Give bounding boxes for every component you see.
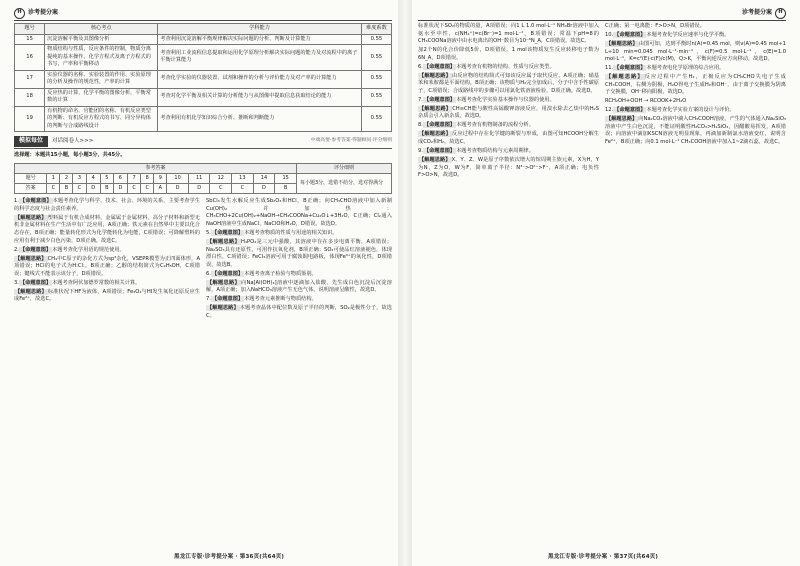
paragraph	[14, 256, 200, 279]
paragraph-text: H₃PO₄是三元中强酸，其溶液中存在多步电离平衡，A项错误；Na₂SO₃具有还原性，可用作抗氧化剂，B项正确；SO₂可使品红溶液褪色，体现漂白性，C项错误；FeCl₃溶液可用于腐蚀铜电路板，体现Fe³⁺的氧化性，D项错误。故选B。	[206, 239, 392, 268]
banner-title: 模拟每位	[14, 136, 48, 147]
answer-number: 4	[86, 173, 100, 183]
paragraph	[206, 239, 392, 269]
logo-icon: H	[775, 8, 786, 19]
table-cell: 反应热的计算，化学平衡的图像分析，平衡常数的计算	[45, 88, 158, 106]
table-row	[15, 70, 392, 88]
question-number: 6.	[418, 63, 423, 70]
section-tag: 【命题意图】	[423, 96, 456, 103]
answer-number: 15	[275, 173, 297, 183]
section-tag: 【命题意图】	[19, 198, 52, 205]
table-cell: 0.55	[361, 70, 391, 88]
paragraph	[605, 107, 786, 115]
answer-value: B	[275, 184, 297, 194]
section-tag: 【解题思路】	[419, 105, 452, 112]
paragraph-text: 本题考查有机物的结构、性质与反应类型。	[456, 63, 555, 70]
question-number: 12.	[605, 107, 614, 114]
answer-value: C	[47, 184, 60, 194]
section-tag: 【解题思路】	[15, 214, 47, 221]
section-tag: 【命题意图】	[423, 122, 456, 129]
answer-value: C	[141, 184, 154, 194]
answer-number: 13	[232, 173, 254, 183]
paragraph	[605, 116, 786, 146]
table-cell: 实验仪器的名称、实验装置的作用、实验原理的分析及操作的规范性，产率的计算	[45, 70, 158, 88]
question-number: 2.	[14, 246, 19, 253]
question-number: 7.	[418, 96, 423, 103]
table-cell: 考查利用有机化学知识综合分析、推断和判断能力	[158, 106, 362, 132]
paragraph-text: 本题考查化学用语的规范使用。	[52, 246, 125, 253]
table-cell: 16	[15, 45, 45, 71]
answer-value: D	[167, 184, 189, 194]
paragraph-text: 反应过程中产生H₂，正极反应为CH₃CHO失电子生成CH₃COOH，右侧为阴极，H₂O得电子生成H₂和OH⁻，由于离子交换膜为阴离子交换膜，OH⁻移向阳极，故选D。	[605, 74, 786, 96]
answer-value: C	[73, 184, 86, 194]
answer-number: 2	[60, 173, 73, 183]
paragraph	[14, 280, 200, 288]
answer-value: D	[253, 184, 275, 194]
table-cell: 0.55	[361, 106, 391, 132]
section-tag: 【解题思路】	[15, 255, 47, 262]
table-cell: 考查利用工业流程信息提取和运用化学原理分析解决实际问题的能力及对流程中的离子平衡计算能力	[158, 45, 362, 71]
paragraph-text: 本题考查有机物制备的流程分析。	[456, 122, 534, 129]
question-number: 1.	[14, 198, 19, 205]
label-a: 答案	[15, 184, 47, 194]
table-row	[15, 34, 392, 45]
right-page	[418, 6, 786, 560]
paragraph: 标准状况下SO₂的物质的量，A项错误；向1 L 1.0 mol·L⁻¹ NH₄Br溶液中加入氨水至中性，c(NH₄⁺)=c(Br⁻)=1 mol·L⁻¹，B项错误；常温下pH=8的CH₃COONa溶液中由水电离出的OH⁻数目为10⁻⁶N_A，C项错误。故选C。	[418, 23, 599, 45]
answer-value: D	[188, 184, 210, 194]
table-cell: 0.55	[361, 34, 391, 45]
table-cell: 15	[15, 34, 45, 45]
table-cell: 沉淀溶解平衡及其图像分析	[45, 34, 158, 45]
left-page	[14, 6, 392, 560]
table-cell: 考查利用沉淀溶解平衡规律解决实际问题的分析、判断及计算能力	[158, 34, 362, 45]
paragraph	[14, 289, 200, 304]
paragraph-text: 塑料属于有机合成材料，金属属于金属材料，高分子材料和新型无机非金属材料在生产生活中有广泛应用，A项正确；铁元素在自然界中主要以化合态存在，B项正确；能量转化形式为化学能转化为电能，C项错误；可降解塑料的应用有利于减少白色污染，D项正确。故选C。	[14, 214, 200, 244]
section-tag: 【解题思路】	[207, 279, 240, 286]
table-header: 难度系数	[361, 24, 391, 35]
answer-number: 3	[73, 173, 86, 183]
answer-value: B	[60, 184, 73, 194]
table-cell: 考查化学实验的仪器装置、试剂和操作的分析与评价能力及对产率的计算能力	[158, 70, 362, 88]
paragraph-text: 本题考查阿伏加德罗常数的相关计算。	[52, 279, 141, 286]
paragraph	[605, 74, 786, 97]
right-footer: 黑龙江专版·诊考提分案 · 第37页(共64页)	[548, 554, 659, 561]
paragraph	[418, 131, 599, 146]
paragraph	[14, 247, 200, 255]
answer-number: 5	[100, 173, 113, 183]
section-tag: 【解题思路】	[419, 157, 451, 163]
paragraph-text: 本题考查化学实验基本操作与仪器的使用。	[456, 96, 555, 103]
right-header	[418, 6, 786, 20]
paragraph-text: 由反应物的结构简式可知该反应属于取代反应，A项正确；硝基苯和苯胺都是平面结构，B项正确；该物质与H₂完全加成后，分子中含手性碳原子，C项错误；合成路线中的步骤可以用氯化铁溶液检验，D项正确。故选D。	[418, 72, 599, 94]
right-column-1	[418, 23, 599, 181]
mock-banner	[14, 136, 392, 149]
paragraph	[206, 271, 392, 279]
paragraph: SbCl₃发生水解反应生成Sb₂O₃和HCl，B正确；向CH₃CHO溶液中加入新制Cu(OH)₂并加热：CH₃CHO+2Cu(OH)₂+NaOH→CH₃COONa+Cu₂O↓+3H₂O，C正确；Cl₂通入NaOH溶液中生成NaCl、NaClO和H₂O，D错误。故选D。	[206, 198, 392, 227]
answer-number: 1	[47, 173, 60, 183]
paragraph-text: X、Y、Z、W是原子序数依次增大的短周期主族元素，X为H，Y为N，Z为O，W为F，简单离子半径：N³⁻>O²⁻>F⁻，A项正确；电负性F>O>N，故选D。	[418, 157, 599, 179]
paragraph	[418, 73, 599, 96]
paragraph-text: 本题考查物质的性质与用途的相关知识。	[244, 229, 338, 236]
paragraph	[605, 32, 786, 40]
section-tag: 【命题意图】	[614, 32, 646, 39]
paragraph-text: CH₄中C原子的杂化方式为sp³杂化，VSEPR模型为正四面体形，A项错误；HCl的电子式为H:Cl:，B项正确；乙醇的结构简式为C₂H₅OH，C项错误；键线式不能表示该分子，D项错误。	[14, 255, 200, 277]
right-header-title: 诊考提分案	[741, 8, 772, 16]
paragraph	[418, 106, 599, 121]
paragraph: RCH₂OH+OOH → RCOOK+2H₂O	[605, 98, 687, 105]
section-tag: 【解题思路】	[207, 239, 240, 245]
question-number: 6.	[206, 270, 211, 277]
paragraph-text: 向Na₂CO₃溶液中滴入CH₃COOH溶液，产生的气体通入Na₂SiO₃溶液中产生白色沉淀，不能证明酸性H₂CO₃>H₂SiO₃，因醋酸易挥发，A项错误；向溶液中滴加KSCN溶液无明显现象，再滴加新制氯水溶液变红，说明含Fe²⁺，B项正确；向0.1 mol·L⁻¹ CH₃COOH溶液中加入1~2滴石蕊，故选C。	[605, 116, 786, 145]
rule-text: 每小题3分，选错不给分，选对得满分	[297, 173, 392, 194]
paragraph	[206, 296, 392, 304]
paragraph	[605, 41, 786, 64]
table-cell: 0.55	[361, 88, 391, 106]
question-number: 11.	[605, 65, 614, 72]
rule-heading: 评分细则	[297, 163, 392, 173]
paragraph-text: 本题考查离子检验与物质鉴别。	[244, 270, 317, 277]
section-tag: 【解题思路】	[419, 131, 451, 138]
question-number: 3.	[14, 279, 19, 286]
banner-points: 中端高要·参考答案·得题顾问·评分细则	[310, 138, 392, 144]
table-cell: 有机物的命名、官能团的名称、有机反应类型的判断、有机反应方程式的书写、同分异构体的判断与合成路线设计	[45, 106, 158, 132]
left-header	[14, 6, 392, 20]
table-row	[15, 45, 392, 71]
table-cell: 18	[15, 88, 45, 106]
paragraph-text: 本题考查物质结构与元素周期律。	[456, 147, 534, 154]
answer-number: 12	[210, 173, 232, 183]
table-cell: 物质结构与性质，反应条件的控制，物质分离提纯的基本操作，化学方程式及离子方程式的书写，产率和平衡移动	[45, 45, 158, 71]
question-number: 10.	[605, 32, 614, 39]
right-column-2	[605, 23, 786, 181]
section-tag: 【命题意图】	[614, 107, 646, 114]
paragraph: 加2个N的化合价降低5价，D项错误。1 mol该物质发生反应转移电子数为6N_A，D项错误。	[418, 47, 599, 61]
section-tag: 【命题意图】	[423, 63, 456, 70]
paragraph-text: 本题考查化学实验方案的设计与评价。	[646, 107, 735, 114]
paragraph-text: CH≡CH能与酸性高锰酸钾溶液反应，用溴水除去乙炔中的H₂S杂质会引入新杂质，故选D。	[418, 105, 599, 120]
answer-number: 9	[154, 173, 167, 183]
answer-number: 10	[167, 173, 189, 183]
table-cell: 19	[15, 106, 45, 132]
section-tag: 【命题意图】	[19, 246, 52, 253]
paragraph-text: 本题考查化学与科学、技术、社会、环境的关系，主要考查学生的科学态度与社会责任素养。	[14, 198, 200, 212]
paragraph	[605, 65, 786, 73]
answer-value: B	[100, 184, 113, 194]
label-q: 题号	[15, 173, 47, 183]
answer-value: D	[113, 184, 127, 194]
table-header: 学科能力	[158, 24, 362, 35]
knowledge-table	[14, 23, 392, 132]
left-column-1	[14, 198, 200, 321]
table-header: 核心考点	[45, 24, 158, 35]
paragraph: C正确；第一电离能：F>O>N，D项错误。	[605, 23, 705, 29]
paragraph	[206, 230, 392, 238]
answer-value: C	[210, 184, 232, 194]
left-footer: 黑龙江专版·诊考提分案 · 第36页(共64页)	[174, 554, 285, 561]
section-tag: 【命题意图】	[211, 270, 244, 277]
section-tag: 【命题意图】	[211, 296, 244, 303]
paragraph	[418, 97, 599, 105]
answer-number: 14	[253, 173, 275, 183]
banner-subtitle: 对话阅卷人>>>	[52, 137, 94, 144]
table-cell: 考查对化学平衡及相关计算的分析能力与从图像中提取信息获取结论的能力	[158, 88, 362, 106]
answer-value: A	[154, 184, 167, 194]
answer-number: 7	[128, 173, 141, 183]
section-tag: 【解题思路】	[606, 116, 638, 123]
score-line: 选择题：本题共15小题，每小题3分，共45分。	[14, 152, 126, 159]
paragraph	[418, 64, 599, 72]
answer-value: C	[232, 184, 254, 194]
answer-number: 6	[113, 173, 127, 183]
section-tag: 【命题意图】	[614, 65, 646, 72]
answer-number: 8	[141, 173, 154, 183]
section-tag: 【解题思路】	[15, 288, 47, 295]
question-number: 7.	[206, 296, 211, 303]
section-tag: 【解题思路】	[606, 74, 644, 81]
paragraph-text: 本题考查元素推断与物质结构。	[244, 296, 317, 303]
answer-caption: 参考答案	[15, 163, 297, 173]
paragraph	[418, 122, 599, 130]
paragraph-text: 标准状况下HF为液体，A项错误；Fe₃O₄与HI发生氧化还原反应生成Fe²⁺，故选C。	[14, 288, 200, 303]
left-column-2	[206, 198, 392, 321]
table-row	[15, 88, 392, 106]
paragraph	[418, 157, 599, 180]
paragraph-text: 本题考查晶体中配位数及原子半径的判断，SO₂是极性分子，故选C。	[206, 305, 392, 319]
table-cell: 17	[15, 70, 45, 88]
page-gutter	[398, 0, 412, 566]
section-tag: 【命题意图】	[423, 147, 456, 154]
logo-icon: H	[14, 8, 25, 19]
table-header: 题号	[15, 24, 45, 35]
section-tag: 【解题思路】	[207, 305, 239, 312]
paragraph-text: 本题考查电化学原理的综合应用。	[646, 65, 725, 72]
answer-table	[14, 163, 392, 195]
paragraph	[418, 148, 599, 156]
section-tag: 【命题意图】	[211, 229, 244, 236]
table-row	[15, 106, 392, 132]
paragraph	[14, 215, 200, 245]
question-number: 9.	[418, 147, 423, 154]
left-header-title: 诊考提分案	[28, 8, 59, 16]
question-number: 8.	[418, 122, 423, 129]
section-tag: 【命题意图】	[19, 279, 52, 286]
paragraph-text: 本题考查化学反应速率与化学平衡。	[646, 32, 730, 39]
section-tag: 【解题思路】	[419, 72, 451, 79]
paragraph	[14, 198, 200, 213]
question-number: 5.	[206, 229, 211, 236]
section-tag: 【解题思路】	[606, 41, 638, 48]
table-cell: 0.55	[361, 45, 391, 71]
paragraph	[206, 305, 392, 320]
answer-number: 11	[188, 173, 210, 183]
answer-value: C	[128, 184, 141, 194]
paragraph	[206, 280, 392, 295]
answer-value: D	[86, 184, 100, 194]
paragraph-text: 反应过程中存在化学键的断裂与形成，由图可知HCOOH分解生成CO₂和H₂，故选C。	[418, 131, 599, 145]
paragraph-text: 由图可知，达到平衡时n(A)=0.45 mol，则v(A)=0.45 mol÷1 L÷10 min=0.045 mol·L⁻¹·min⁻¹，c(F)=0.5 mol·L⁻¹，c(E)=1.0 mol·L⁻¹，K=c²(E)·c(F)/c(M)，Q>K，平衡向逆反应方向移动，故选D。	[605, 41, 786, 63]
paragraph-text: 向Na[Al(OH)₄]溶液中逐滴加入盐酸，先生成白色沉淀后沉淀溶解，A项正确；加入NaHCO₃溶液产生无色气体，说明溶液呈酸性，故选D。	[206, 279, 392, 294]
